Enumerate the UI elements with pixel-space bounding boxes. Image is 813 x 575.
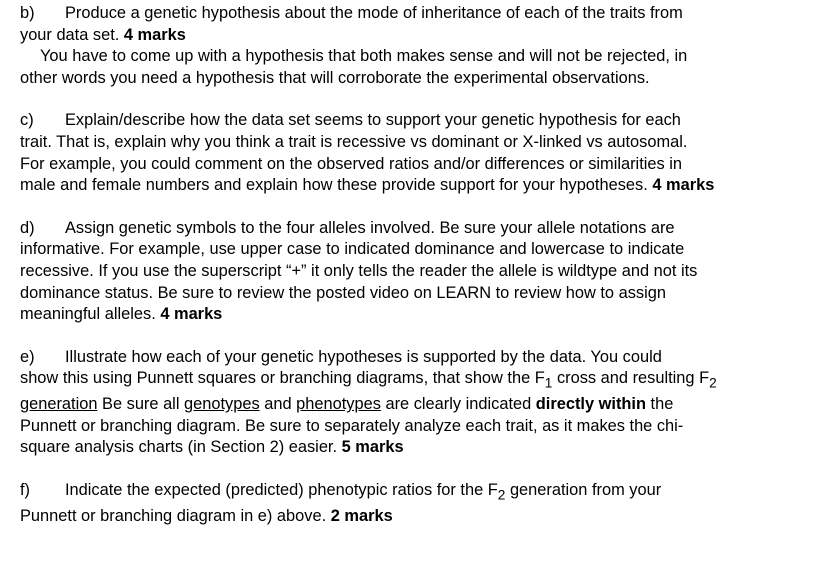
question-f-label: f) xyxy=(20,480,31,499)
question-d xyxy=(20,218,810,326)
question-c xyxy=(20,110,810,196)
question-b-guidance-line-1: You have to come up with a hypothesis that both makes sense and will not be rejected, in xyxy=(40,47,688,66)
question-b xyxy=(20,3,810,89)
question-e-line-5: square analysis charts (in Section 2) easier. 5 marks xyxy=(20,438,404,457)
question-c-marks: 4 marks xyxy=(652,176,715,195)
question-e-label: e) xyxy=(20,347,35,366)
question-d-line-5: meaningful alleles. 4 marks xyxy=(20,305,223,324)
question-f-marks: 2 marks xyxy=(330,506,393,525)
question-e-marks: 5 marks xyxy=(341,438,404,457)
question-c-label: c) xyxy=(20,111,34,130)
question-c-line-4: male and female numbers and explain how these provide support for your hypotheses. 4 marks xyxy=(20,176,715,195)
question-e-line-4: Punnett or branching diagram. Be sure to separately analyze each trait, as it makes the chi- xyxy=(20,416,684,435)
question-b-line-2: your data set. 4 marks xyxy=(20,25,186,44)
question-c-line-3: For example, you could comment on the observed ratios and/or differences or similarities in xyxy=(20,154,683,173)
genotypes-term: genotypes xyxy=(184,395,260,414)
question-b-marks: 4 marks xyxy=(123,25,186,44)
question-d-line-3: recessive. If you use the superscript “+” it only tells the reader the allele is wildtype and not its xyxy=(20,261,698,280)
phenotypes-term: phenotypes xyxy=(296,395,381,414)
subscript-f1: 1 xyxy=(544,375,553,391)
question-b-label: b) xyxy=(20,4,35,22)
question-e-line-1: e) Illustrate how each of your genetic hypotheses is supported by the data. You could xyxy=(20,347,810,369)
emphasis-directly-within: directly within xyxy=(535,395,646,414)
question-d-marks: 4 marks xyxy=(160,305,223,324)
question-c-line-2: trait. That is, explain why you think a trait is recessive vs dominant or X-linked vs autosomal. xyxy=(20,132,688,151)
subscript-f2-generation: 2 xyxy=(497,487,506,503)
question-f-line-1: f) Indicate the expected (predicted) phenotypic ratios for the $F_2$ generation from your xyxy=(20,480,662,503)
question-d-label: d) xyxy=(20,218,35,237)
subscript-f2: 2 xyxy=(709,375,717,391)
question-d-line-4: dominance status. Be sure to review the posted video on LEARN to review how to assign xyxy=(20,283,666,302)
question-list xyxy=(20,3,810,527)
question-f xyxy=(20,480,810,527)
question-e-line-3: generation Be sure all genotypes and phenotypes are clearly indicated directly within the xyxy=(20,395,674,414)
question-f-line-2: Punnett or branching diagram in e) above. 2 marks xyxy=(20,506,393,525)
question-d-line-2: informative. For example, use upper case to indicated dominance and lowercase to indicate xyxy=(20,240,685,259)
question-b-line-1: b) Produce a genetic hypothesis about the mode of inheritance of each of the traits from xyxy=(20,3,810,25)
question-b-guidance-line-2: other words you need a hypothesis that will corroborate the experimental observations. xyxy=(20,68,650,87)
question-d-line-1: d) Assign genetic symbols to the four alleles involved. Be sure your allele notations are xyxy=(20,218,810,240)
question-c-line-1: c) Explain/describe how the data set seems to support your genetic hypothesis for each xyxy=(20,110,810,132)
question-e xyxy=(20,347,810,459)
question-e-line-2: show this using Punnett squares or branching diagrams, that show the $F_1$ cross and resulting $F_2$ xyxy=(20,369,717,391)
